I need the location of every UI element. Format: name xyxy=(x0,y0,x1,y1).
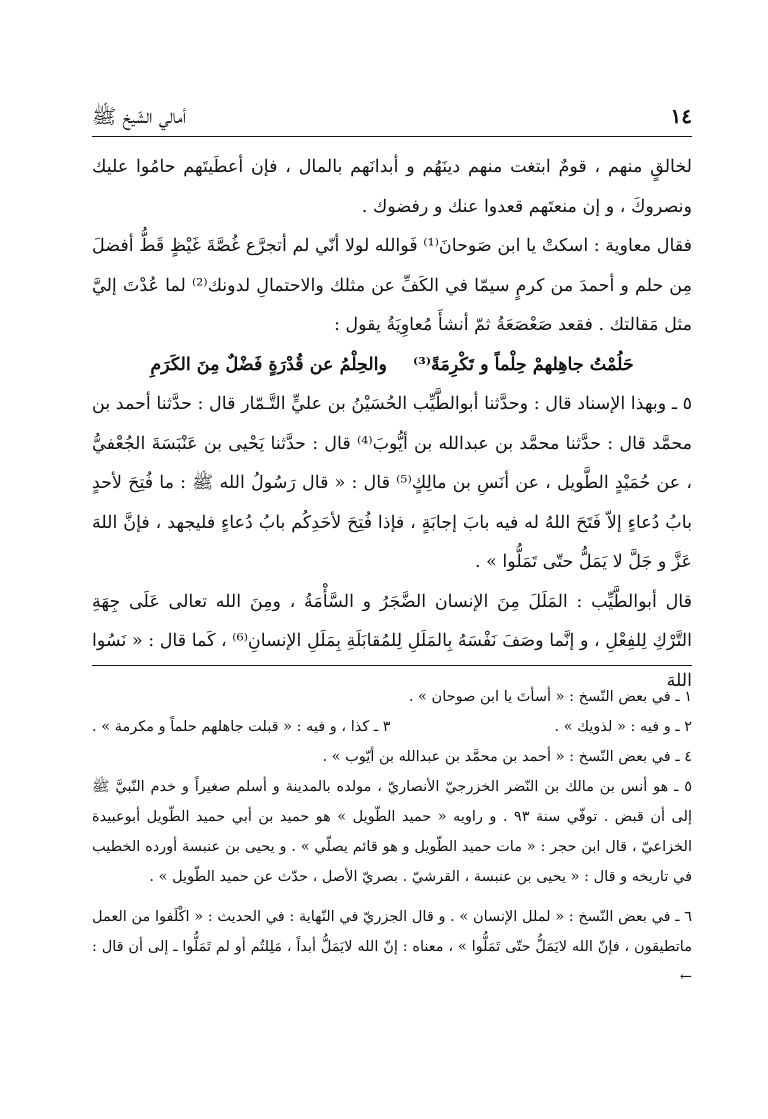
page-number: ١٤ xyxy=(670,104,692,128)
verse xyxy=(92,346,692,386)
paragraph-1: لخالقٍ منهم ، قومٌ ابتغت منهم دينَهُم و أبدانَهم بالمال ، فإن أعطَيتَهم حامُوا عليك ونصروكَ ، و إن منعتَهم قعدوا عنك و رفضوك . xyxy=(92,157,692,217)
footnote-5: ٥ ـ هو أنس بن مالك بن النّضر الخزرجيّ الأنصاريّ ، مولده بالمدينة و أسلم صغيراً و خدم النّبيَّ ﷺ إلى أن قبض . توفّي سنة ٩٣ . و راويه « حميد الطّويل » هو حميد بن أبي حميد الطّويل أبوعبيدة الخزاعيّ ، قال ابن حجر : « مات حميد الطّويل و هو قائم يصلّي » . و يحيى بن عنبسة أورده الخطيب في تاريخه و قال : « يحيى بن عنبسة ، القرشيّ . بصريّ الأصل ، حدّث عن حميد الطّويل » . xyxy=(92,779,692,885)
footnote-4: ٤ ـ في بعض النّسخ : « أحمد بن محمَّد بن عبدالله بن أيّوب » . xyxy=(322,749,692,765)
paragraph-commentary: قال أبوالطَّيِّب : المَلَلَ مِنَ الإنسان الضَّجَرُ و السَّأْمَةُ ، ومِنَ الله تعالى عَلَى جِهَةِ التَّرْكِ لِلفِعْلِ ، و إنَّما وصَفَ نَفْسَهُ بِالمَلَلِ لِلمُقابَلَةِ بِمَلَلِ الإنسانِ⁽⁶⁾ ، كَما قال : « نَسُوا اللهَ xyxy=(92,591,692,691)
footnote-row-2-3 xyxy=(92,712,692,742)
footnotes xyxy=(92,682,692,992)
running-title: أمالي الشّيخ ﷺ xyxy=(92,104,187,128)
footnote-separator xyxy=(92,665,692,666)
paragraph-hadith-5: ٥ ـ وبهذا الإسناد قال : وحدَّثنا أبوالطَّيِّب الحُسَيْنُ بن عليٍّ التَّـمّار قال : حدَّثنا أحمد بن محمَّد قال : حدَّثنا محمَّد بن عبدالله بن أيُّوبَ⁽⁴⁾ قال : حدَّثنا يَحْيى بن عَنْبَسَةَ الجُعْفيُّ ، عن حُمَيْدٍ الطَّويل ، عن أنَسِ بن مالِكٍ⁽⁵⁾ قال : « قال رَسُولُ الله ﷺ : ما فُتِحَ لأحدٍ بابُ دُعاءٍ إلاّ فَتَحَ اللهُ له فيه بابَ إجابَةٍ ، فإذا فُتِحَ لأحَدِكُم بابُ دُعاءٍ فليجهد ، فإنَّ اللهَ عَزَّ و جَلَّ لا يَمَلُّ حتّى تَمَلُّوا » . xyxy=(92,394,692,572)
verse-second-hemistich: والحِلْمُ عن قُدْرَةٍ فَضْلٌ مِنَ الكَرَمِ xyxy=(150,354,387,375)
page-header xyxy=(92,86,692,126)
verse-first-hemistich: حَلُمْتُ جاهِلهمْ حِلْماً و تَكْرِمَةً⁽³⁾ xyxy=(412,354,634,375)
header-rule xyxy=(92,136,692,137)
main-text xyxy=(92,148,692,701)
paragraph-2: فقال معاوية : اسكتْ يا ابن صَوحانَ⁽¹⁾ فَوالله لولا أنّي لم أتجرَّع غُصَّةَ غَيْظٍ قَطُّ أفضلَ مِن حلم و أحمدَ من كرمٍ سيمّا في الكَفِّ عن مثلك والاحتمالِ لدونك⁽²⁾ لما عُدْتَ إليَّ مثل مَقالتك . فقعد صَعْصَعَةُ ثمّ أنشأَ مُعاوِيَةُ يقول : xyxy=(92,236,692,335)
footnote-1: ١ ـ في بعض النّسخ : « أسأتَ يا ابن صوحان » . xyxy=(408,689,692,705)
footnote-2: ٢ ـ و فيه : « لذويك » . xyxy=(554,719,692,735)
footnote-3: ٣ ـ كذا ، و فيه : « قبلت جاهلهم حلماً و مكرمة » . xyxy=(92,719,391,735)
footnote-6: ٦ ـ في بعض النّسخ : « لملل الإنسان » . و قال الجزريّ في النّهاية : في الحديث : « اكْلَفوا من العمل ماتطيقون ، فإنّ الله لايَمَلُّ حتّى تَمَلُّوا » ، معناه : إنّ الله لايَمَلُّ أبداً ، مَلِلتُم أو لم تَمَلُّوا ـ إلى أن قال : ← xyxy=(92,909,692,985)
